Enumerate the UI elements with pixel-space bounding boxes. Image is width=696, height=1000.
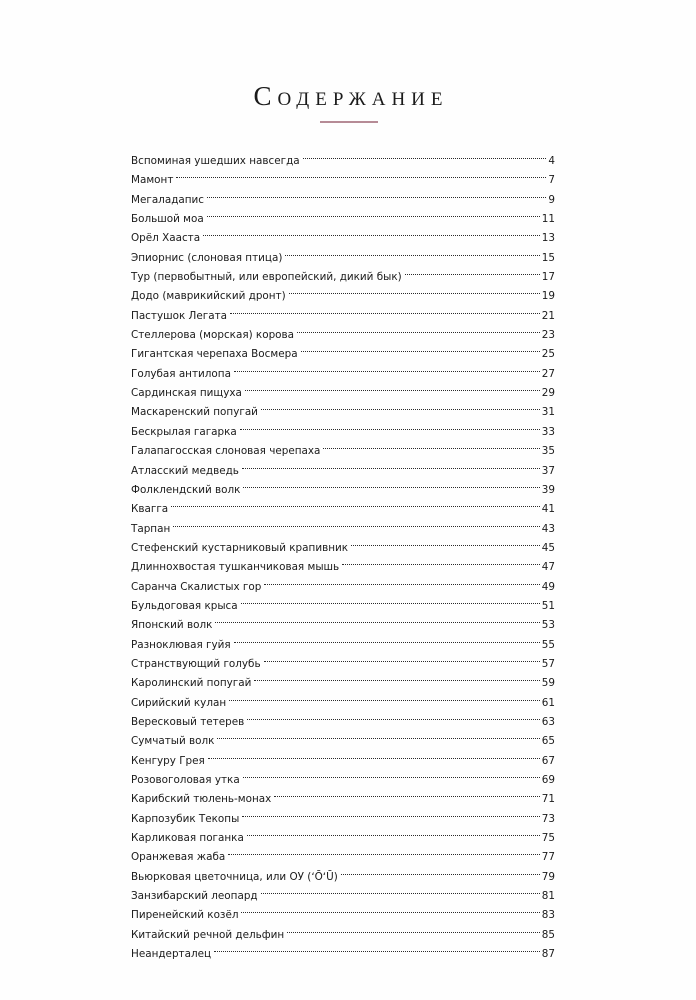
toc-entry-page-number: 9 [548,193,555,206]
toc-entry-title: Странствующий голубь [131,657,261,670]
toc-entry-page-number: 51 [541,599,555,612]
toc-entry-title: Орёл Хааста [131,232,201,245]
dot-leader [228,300,541,319]
dot-leader [301,145,548,164]
toc-entry[interactable] [131,164,555,187]
toc-entry-page-number: 63 [541,715,555,728]
toc-entry-page-number: 4 [548,155,555,167]
toc-entry-page-number: 13 [541,232,555,245]
toc-entry-page-number: 17 [541,271,555,284]
toc-entry-title: Карпозубик Текопы [131,812,240,825]
dot-leader [174,164,547,183]
toc-entry-page-number: 43 [541,522,555,535]
dot-leader [213,609,540,628]
toc-entry-title: Вспоминая ушедших навсегда [131,155,300,167]
toc-entry-title: Тур (первобытный, или европейский, дикий бык) [131,271,402,284]
toc-entry-page-number: 33 [541,425,555,438]
dot-leader [252,667,540,686]
dot-leader [239,899,540,918]
toc-entry-title: Маскаренский попугай [131,406,258,419]
toc-entry-title: Сирийский кулан [131,696,227,709]
toc-entry-page-number: 47 [541,561,555,574]
toc-entry[interactable] [131,145,555,167]
toc-entry-title: Голубая антилопа [131,367,231,380]
toc-entry-page-number: 55 [541,638,555,651]
toc-entry-page-number: 45 [541,541,555,554]
dot-leader [232,629,541,648]
toc-entry-title: Разноклювая гуйя [131,638,231,651]
table-of-contents [131,145,555,961]
dot-leader [205,184,547,203]
toc-entry-page-number: 83 [541,909,555,922]
toc-entry-title: Каролинский попугай [131,677,252,690]
dot-leader [227,687,541,706]
toc-entry-page-number: 75 [541,832,555,845]
toc-entry-page-number: 41 [541,503,555,516]
toc-entry-page-number: 39 [541,483,555,496]
toc-entry-title: Додо (маврикийский дронт) [131,290,286,303]
toc-entry-page-number: 61 [541,696,555,709]
toc-entry-title: Тарпан [131,522,171,535]
toc-entry-title: Фолклендский волк [131,483,241,496]
toc-entry-page-number: 85 [541,928,555,941]
toc-entry-title: Вересковый тетерев [131,715,245,728]
toc-entry-page-number: 67 [541,754,555,767]
toc-entry-page-number: 69 [541,774,555,786]
dot-leader [171,513,541,532]
toc-entry-title: Кенгуру Грея [131,754,205,767]
dot-leader [243,377,541,396]
dot-leader [272,783,540,802]
toc-entry-page-number: 35 [541,445,555,458]
dot-leader [239,590,541,609]
toc-entry-title: Карликовая поганка [131,832,244,845]
toc-entry-title: Неандерталец [131,948,212,961]
dot-leader [259,396,541,415]
toc-entry-title: Гигантская черепаха Восмера [131,348,298,361]
dot-leader [241,764,541,783]
toc-entry-page-number: 81 [541,890,555,903]
toc-entry-title: Вьюрковая цветочница, или ОУ (ʻŌʻŪ) [131,870,338,883]
toc-entry[interactable] [131,532,555,554]
toc-entry-title: Стефенский кустарниковый крапивник [131,541,349,554]
toc-entry-page-number: 59 [541,677,555,690]
toc-entry-title: Квагга [131,503,169,516]
toc-entry-title: Занзибарский леопард [131,890,258,903]
dot-leader [299,338,541,357]
dot-leader [321,435,540,454]
dot-leader [245,706,541,725]
toc-entry-page-number: 37 [541,464,555,477]
toc-entry-title: Саранча Скалистых гор [131,580,262,593]
dot-leader [285,919,541,938]
toc-entry-title: Розовоголовая утка [131,774,240,786]
toc-entry-page-number: 87 [541,948,555,961]
dot-leader [232,358,541,377]
toc-entry-title: Бульдоговая крыса [131,599,238,612]
dot-leader [340,551,541,570]
toc-entry-title: Сумчатый волк [131,735,215,748]
toc-entry-page-number: 23 [541,329,555,342]
toc-entry-title: Стеллерова (морская) корова [131,329,295,342]
dot-leader [283,242,540,261]
title-underline-divider [320,121,378,123]
toc-entry[interactable] [131,184,555,206]
dot-leader [403,261,541,280]
dot-leader [169,493,541,512]
toc-entry-title: Пиренейский козёл [131,909,239,922]
toc-entry-title: Японский волк [131,619,213,632]
dot-leader [259,880,541,899]
toc-entry-page-number: 79 [541,870,555,883]
toc-entry-page-number: 53 [541,619,555,632]
dot-leader [262,571,540,590]
toc-entry-page-number: 19 [541,290,555,303]
toc-entry-page-number: 65 [541,735,555,748]
toc-entry-title: Атласский медведь [131,464,239,477]
dot-leader [262,648,541,667]
dot-leader [245,822,541,841]
page-title: Содержание [253,81,449,111]
toc-entry-title: Пастушок Легата [131,309,227,322]
dot-leader [241,474,540,493]
toc-entry-page-number: 31 [541,406,555,419]
toc-entry-page-number: 71 [541,793,555,806]
toc-entry-page-number: 29 [541,387,555,400]
dot-leader [349,532,541,551]
dot-leader [215,725,540,744]
toc-entry-page-number: 25 [541,348,555,361]
toc-entry[interactable] [131,493,555,516]
toc-entry-page-number: 7 [548,174,555,187]
toc-entry-title: Бескрылая гагарка [131,425,237,438]
toc-entry-title: Галапагосская слоновая черепаха [131,445,321,458]
dot-leader [201,222,541,241]
toc-entry-page-number: 15 [541,251,555,264]
toc-entry-page-number: 21 [541,309,555,322]
toc-entry[interactable] [131,513,555,535]
dot-leader [206,745,541,764]
toc-entry-title: Сардинская пищуха [131,387,242,400]
toc-entry-page-number: 27 [541,367,555,380]
toc-entry-page-number: 11 [541,213,555,226]
toc-entry-title: Эпиорнис (слоновая птица) [131,251,283,264]
dot-leader [212,938,541,957]
toc-entry-title: Мамонт [131,174,174,187]
toc-entry-page-number: 73 [541,812,555,825]
toc-entry-title: Китайский речной дельфин [131,928,285,941]
toc-entry-title: Карибский тюлень-монах [131,793,272,806]
dot-leader [238,416,541,435]
dot-leader [295,319,541,338]
dot-leader [205,203,541,222]
dot-leader [287,280,541,299]
toc-entry-title: Мегаладапис [131,193,205,206]
toc-entry-page-number: 77 [541,851,555,864]
dot-leader [339,861,541,880]
dot-leader [240,803,540,822]
toc-entry-page-number: 57 [541,657,555,670]
dot-leader [240,455,541,474]
toc-entry-title: Большой моа [131,213,204,226]
toc-entry-title: Длиннохвостая тушканчиковая мышь [131,561,340,574]
toc-entry-title: Оранжевая жаба [131,851,226,864]
toc-entry-page-number: 49 [541,580,555,593]
dot-leader [226,841,541,860]
